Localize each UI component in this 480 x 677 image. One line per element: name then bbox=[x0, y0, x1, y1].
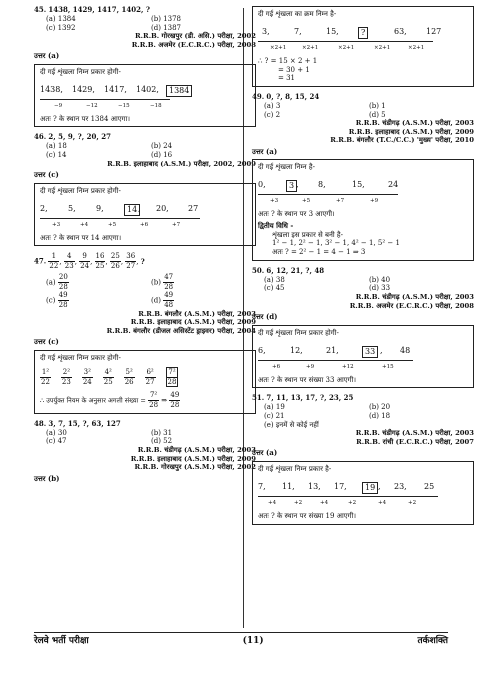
fraction: $\frac{36}{27}$ bbox=[126, 252, 136, 271]
fraction: $\frac{9}{24}$ bbox=[80, 252, 90, 271]
sequence: 2, 5, 9, 14 , 20, 27 +3 +4 +5 +6 +7 bbox=[40, 203, 199, 228]
sequence: 6, 12, 21, 33 , 48 +6 +9 +12 +15 bbox=[258, 340, 468, 374]
answer: उत्तर (a) bbox=[252, 146, 278, 156]
options: (a) 1384 (b) 1378 (c) 1392 (d) 1387 bbox=[46, 14, 181, 32]
answer: उत्तर (a) bbox=[34, 51, 60, 61]
question-47: 47. $\frac{1}{22}$ , $\frac{4}{23}$ , $\frac{9}{24}$ , $\frac{16}{25}$ , $\frac{25}{26}$ , $\frac{36}{27}$ , ? (a) $\frac{20}{28}$ (b) $\frac{47}{28}$ (c) $\frac{49}{28}$ (d) $\frac{49}{48}$ R.R.B. बंगलौर (A.S.M.) परीक्षा, 2003 R.R.B. इलाहाबाद (A.S.M.) परीक्षा, 2009 R.R.B. बंगलौर (डीजल असिस्टेंट ड्राइवर) परीक्षा, 2004 उत्तर (c) दी गई शृंखला निम्न प्रकार होगी- $\frac{\text{1²}}{22}$ $\frac{\text{2²}}{23}$ $\frac{\text{3²}}{24}$ $\frac{\text{4²}}{25}$ $\frac{\text{5²}}{26}$ $\frac{\text{6²}}{27}$ $\frac{\text{7²}}{28}$ ∴ उपर्युक्त नियम के अनुसार अगली संख्या = $\frac{\text{7²}}{28}$ ⇒ $\frac{49}{28}$ bbox=[34, 252, 256, 413]
solution-box: दी गई शृंखला निम्न प्रकार होगी- $\frac{\text{1²}}{22}$ $\frac{\text{2²}}{23}$ $\frac{\text{3²}}{24}$ $\frac{\text{4²}}{25}$ $\frac{\text{5²}}{26}$ $\frac{\text{6²}}{27}$ $\frac{\text{7²}}{28}$ ∴ उपर्युक्त नियम के अनुसार अगली संख्या = $\frac{\text{7²}}{28}$ ⇒ $\frac{49}{28}$ bbox=[34, 350, 256, 414]
answer: उत्तर (b) bbox=[34, 473, 60, 483]
options: (a) 38 (b) 40 (c) 45 (d) 33 bbox=[264, 275, 391, 293]
fraction: $\frac{\text{6²}}{27}$ bbox=[145, 367, 155, 386]
question-49: 49. 0, ?, 8, 15, 24 (a) 3 (b) 1 (c) 2 (d) 5 R.R.B. चंडीगढ़ (A.S.M.) परीक्षा, 2003 R.R.B. इलाहाबाद (A.S.M.) परीक्षा, 2009 R.R.B. बंगलौर (T.C./C.C.) 'मुख्य' परीक्षा, 2010 उत्तर (a) दी गई शृंखला निम्न है- 0, 3 , 8, 15, 24 +3 +5 +7 +9 अतः ? के स्थान पर 3 आएगी। द्वितीय विधि - शृंखला इस प्रकार से बनी है- 1² − 1, 2² − 1, 3² − 1, 4² − 1, 5² − 1 अतः ? = 2² − 1 = 4 − 1 ⇒ 3 bbox=[252, 93, 474, 261]
sequence: 1438, 1429, 1417, 1402, 1384 −9 −12 −15 −18 bbox=[40, 79, 250, 113]
answer: उत्तर (c) bbox=[34, 337, 59, 347]
fraction: $\frac{1}{22}$ bbox=[49, 252, 59, 271]
fraction: $\frac{\text{2²}}{23}$ bbox=[61, 367, 71, 386]
solution-box-48: दी गई शृंखला का क्रम निम्न है- 3, 7, 15, ? 63, 127 ×2+1 ×2+1 ×2+1 ×2+1 ×2+1 ∴ ? = 15 × 2 + 1 = 30 + 1 = 31 bbox=[252, 6, 474, 87]
footer-book-title: रेलवे भर्ती परीक्षा bbox=[34, 636, 89, 646]
footer-subject: तर्कशक्ति bbox=[417, 636, 448, 646]
solution-box: दी गई शृंखला निम्न प्रकार होगी- 6, 12, 21, 33 , 48 +6 +9 +12 +15 अतः ? के स्थान पर संख्या 33 आएगी। bbox=[252, 325, 474, 389]
options: (a) 3 (b) 1 (c) 2 (d) 5 bbox=[264, 101, 386, 119]
page-number: (11) bbox=[242, 636, 264, 646]
sequence: 7, 11, 13, 17, 19 , 23, 25 +4 +2 +4 +2 +4 +2 bbox=[258, 476, 468, 510]
solution-box: दी गई शृंखला निम्न प्रकार है- 7, 11, 13, 17, 19 , 23, 25 +4 +2 +4 +2 +4 +2 अतः ? के स्थान पर संख्या 19 आएगी। bbox=[252, 461, 474, 525]
options: (a) $\frac{20}{28}$ (b) $\frac{47}{28}$ (c) $\frac{49}{28}$ (d) $\frac{49}{48}$ bbox=[46, 272, 174, 310]
fraction: $\frac{\text{5²}}{26}$ bbox=[124, 367, 134, 386]
question-51: 51. 7, 11, 13, 17, ?, 23, 25 (a) 19 (b) 20 (c) 21 (d) 18 (e) इनमें से कोई नहीं R.R.B. चंडीगढ़ (A.S.M.) परीक्षा, 2003 R.R.B. रांची (E.C.R.C.) परीक्षा, 2007 उत्तर (a) दी गई शृंखला निम्न प्रकार है- 7, 11, 13, 17, 19 , 23, 25 +4 +2 +4 +2 +4 +2 अतः ? के स्थान पर संख्या 19 आएगी। bbox=[252, 394, 474, 524]
sequence: 3, 7, 15, ? 63, 127 ×2+1 ×2+1 ×2+1 ×2+1 ×2+1 bbox=[258, 21, 468, 55]
options: (a) 30 (b) 31 (c) 47 (d) 52 bbox=[46, 428, 173, 446]
options: (a) 18 (b) 24 (c) 14 (d) 16 bbox=[46, 142, 173, 159]
question-50: 50. 6, 12, 21, ?, 48 (a) 38 (b) 40 (c) 45 (d) 33 R.R.B. चंडीगढ़ (A.S.M.) परीक्षा, 2003 R.R.B. अजमेर (E.C.R.C.) परीक्षा, 2008 उत्तर (d) दी गई शृंखला निम्न प्रकार होगी- 6, 12, 21, 33 , 48 +6 +9 +12 +15 अतः ? के स्थान पर संख्या 33 आएगी। bbox=[252, 267, 474, 388]
fraction: $\frac{\text{4²}}{25}$ bbox=[103, 367, 113, 386]
fraction: $\frac{\text{1²}}{22}$ bbox=[41, 367, 50, 386]
fraction-series: $\frac{1}{22}$ , $\frac{4}{23}$ , $\frac{9}{24}$ , $\frac{16}{25}$ , $\frac{25}{26}$ , $\frac{36}{27}$ , ? bbox=[49, 252, 145, 271]
fraction: $\frac{25}{26}$ bbox=[110, 252, 120, 271]
answer: उत्तर (a) bbox=[252, 448, 278, 458]
answer: उत्तर (c) bbox=[34, 170, 59, 180]
answer: उत्तर (d) bbox=[252, 312, 278, 322]
fraction: $\frac{4}{23}$ bbox=[64, 252, 74, 271]
fraction-sequence bbox=[40, 367, 250, 388]
solution-box: दी गई शृंखला निम्न है- 0, 3 , 8, 15, 24 +3 +5 +7 +9 अतः ? के स्थान पर 3 आएगी। द्वितीय विधि - शृंखला इस प्रकार से बनी है- 1² − 1, 2² − 1, 3² − 1, 4² − 1, 5² − 1 अतः ? = 2² − 1 = 4 − 1 ⇒ 3 bbox=[252, 159, 474, 261]
left-column bbox=[34, 6, 256, 486]
right-column bbox=[252, 6, 474, 531]
page-footer bbox=[34, 632, 448, 647]
question-45: 45. 1438, 1429, 1417, 1402, ? (a) 1384 (b) 1378 (c) 1392 (d) 1387 R.R.B. गोरखपुर (डी. असि.) परीक्षा, 2002 R.R.B. अजमेर (E.C.R.C.) परीक्षा, 2008 उत्तर (a) दी गई शृंखला निम्न प्रकार होगी- 1438, 1429, 1417, 1402, 1384 −9 −12 −15 −18 अतः ? के स्थान पर 1384 आएगा। bbox=[34, 6, 256, 127]
fraction: $\frac{\text{3²}}{24}$ bbox=[82, 367, 92, 386]
options: (a) 19 (b) 20 (c) 21 (d) 18 bbox=[264, 403, 391, 420]
fraction: $\frac{16}{25}$ bbox=[95, 252, 105, 271]
question-46: 46. 2, 5, 9, ?, 20, 27 (a) 18 (b) 24 (c) 14 (d) 16 R.R.B. इलाहाबाद (A.S.M.) परीक्षा, 2002, 2009 उत्तर (c) दी गई शृंखला निम्न प्रकार होगी- 2, 5, 9, 14 , 20, 27 +3 +4 +5 +6 +7 अतः ? के स्थान पर 14 आएगा। bbox=[34, 133, 256, 246]
question-48: 48. 3, 7, 15, ?, 63, 127 (a) 30 (b) 31 (c) 47 (d) 52 R.R.B. चंडीगढ़ (A.S.M.) परीक्षा, 2003 R.R.B. इलाहाबाद (A.S.M.) परीक्षा, 2009 R.R.B. गोरखपुर (A.S.M.) परीक्षा, 2002 उत्तर (b) bbox=[34, 418, 256, 483]
solution-box: दी गई शृंखला निम्न प्रकार होगी- 2, 5, 9, 14 , 20, 27 +3 +4 +5 +6 +7 अतः ? के स्थान पर 14 आएगा। bbox=[34, 183, 256, 247]
fraction: $\frac{\text{7²}}{28}$ bbox=[167, 367, 177, 386]
sequence: 0, 3 , 8, 15, 24 +3 +5 +7 +9 bbox=[258, 180, 399, 205]
solution-box: दी गई शृंखला निम्न प्रकार होगी- 1438, 1429, 1417, 1402, 1384 −9 −12 −15 −18 अतः ? के स्थान पर 1384 आएगा। bbox=[34, 64, 256, 128]
